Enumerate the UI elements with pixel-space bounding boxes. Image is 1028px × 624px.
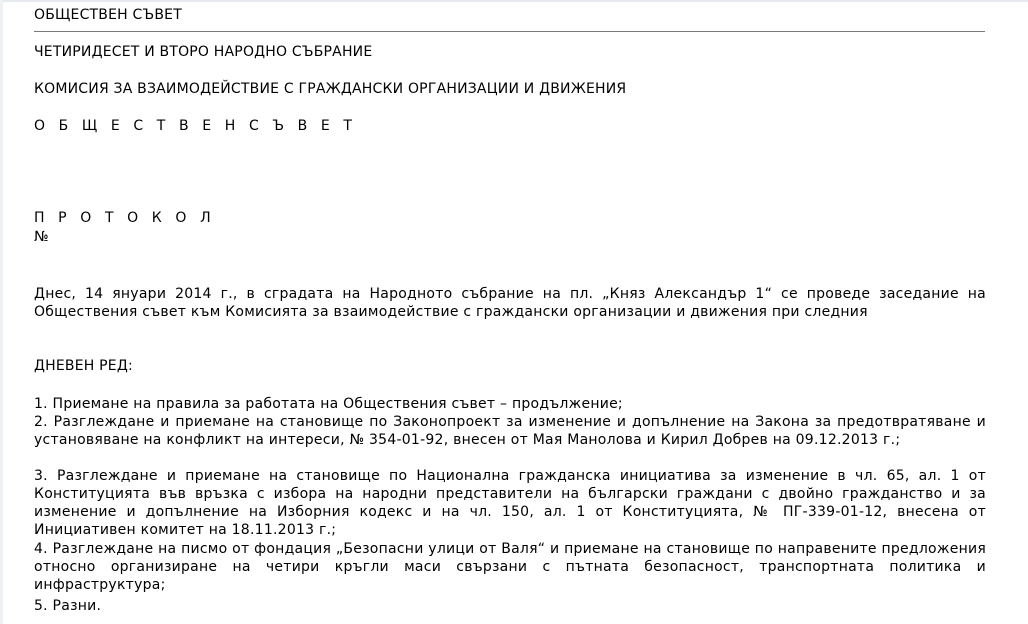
protocol-number: №: [34, 229, 49, 245]
agenda-item-5: 5. Разни.: [34, 598, 102, 614]
commission-name: КОМИСИЯ ЗА ВЗАИМОДЕЙСТВИЕ С ГРАЖДАНСКИ ОРГАНИЗАЦИИ И ДВИЖЕНИЯ: [34, 81, 627, 97]
agenda-item-4: 4. Разглеждане на писмо от фондация „Безопасни улици от Валя“ и приемане на становище по направените предложения относно организиране на четири кръгли маси свързани с пътната безопасност, транспортната политика и инфраструктура;: [34, 541, 986, 593]
page-top-edge: [0, 0, 1028, 2]
agenda-item-2: 2. Разглеждане и приемане на становище по Законопроект за изменение и допълнение на Закона за предотвратяване и установяване на конфликт на интереси, № 354-01-92, внесен от Мая Манолова и Кирил Добрев на 09.12.2013 г.;: [34, 414, 986, 448]
page-left-edge: [0, 0, 3, 624]
council-heading: О Б Щ Е С Т В Е Н С Ъ В Е Т: [34, 118, 357, 134]
protocol-heading: П Р О Т О К О Л: [34, 210, 216, 226]
assembly-name: ЧЕТИРИДЕСЕТ И ВТОРО НАРОДНО СЪБРАНИЕ: [34, 44, 373, 60]
agenda-heading: ДНЕВЕН РЕД:: [34, 358, 133, 374]
intro-paragraph: Днес, 14 януари 2014 г., в сградата на Народното събрание на пл. „Княз Александър 1“ се проведе заседание на Обществения съвет към Комисията за взаимодействие с граждански организации и движения при следния: [34, 286, 986, 320]
agenda-item-1: 1. Приемане на правила за работата на Обществения съвет – продължение;: [34, 396, 623, 412]
page-header-title: ОБЩЕСТВЕН СЪВЕТ: [34, 7, 182, 23]
agenda-item-3: 3. Разглеждане и приемане на становище по Национална гражданска инициатива за изменение в чл. 65, ал. 1 от Конституцията във връзка с избора на народни представители на български граждани с двойно гражданство и за изменение и допълнение на Изборния кодекс и на чл. 150, ал. 1 от Конституцията, № ПГ-339-01-12, внесена от Инициативен комитет на 18.11.2013 г.;: [34, 468, 986, 538]
header-divider: [34, 31, 985, 32]
